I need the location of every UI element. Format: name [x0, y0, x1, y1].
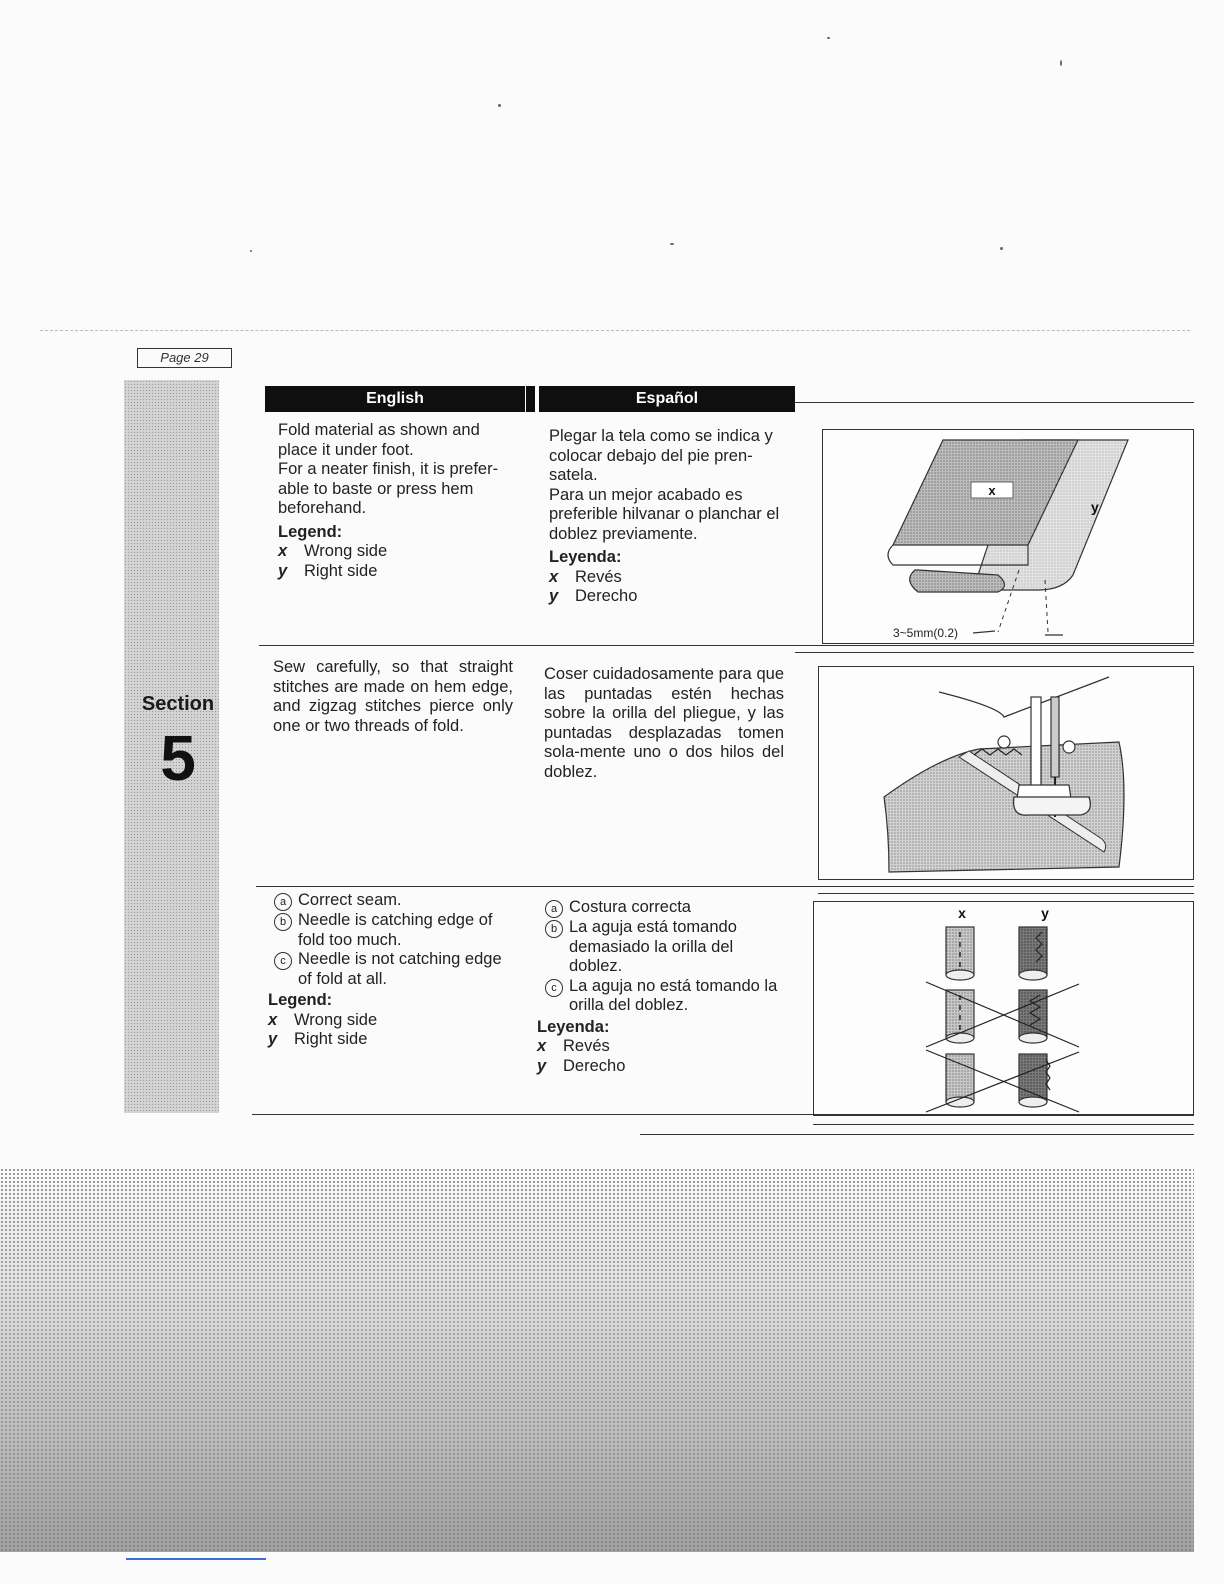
- row3-en-item-c: [274, 950, 519, 989]
- circled-letter: b: [274, 913, 292, 931]
- item-text: Needle is catching edge of fold too much.: [298, 911, 493, 949]
- legend-key: x: [549, 567, 559, 586]
- figure-label-x: x: [988, 483, 996, 498]
- legend-text: Revés: [575, 567, 622, 586]
- row3-es-item-b: [545, 918, 790, 977]
- row1-en-paragraph-1: Fold material as shown and place it under foot.: [278, 421, 480, 459]
- row3-en-item-b: [274, 911, 519, 950]
- legend-key: y: [549, 587, 559, 605]
- figure-measure-label: 3~5mm(0.2): [893, 626, 959, 640]
- blind-hem-foot: [1014, 797, 1091, 815]
- header-rule: [795, 402, 1194, 403]
- row3-spanish-text: [537, 898, 790, 1076]
- legend-key: y: [278, 561, 288, 580]
- sewing-illustration: [819, 667, 1193, 879]
- row3-en-legend-x: [268, 1011, 519, 1031]
- legend-text: Revés: [563, 1037, 610, 1055]
- row1-es-legend-x: [549, 568, 794, 588]
- row1-english-text: [278, 421, 523, 581]
- scan-edge-mark: [126, 1558, 266, 1560]
- row1-en-paragraph-2: For a neater finish, it is prefer-able to baste or press hem beforehand.: [278, 460, 499, 517]
- item-text: La aguja no está tomando la orilla del doblez.: [569, 976, 778, 1014]
- row1-en-legend-title: Legend:: [278, 522, 343, 541]
- row2-english-text: [273, 658, 513, 736]
- scan-artifact-line: [40, 330, 1190, 332]
- row2-en-paragraph-1: Sew carefully, so that straight stitches are made on hem edge, and zigzag stitches pierce only one or two threads of fold.: [273, 658, 513, 735]
- row1-es-paragraph-1: Plegar la tela como se indica y colocar debajo del pie pren-satela.: [549, 427, 773, 484]
- scan-speck: [498, 104, 501, 107]
- legend-text: Derecho: [575, 587, 638, 605]
- row2-es-paragraph-1: Coser cuidadosamente para que las puntadas estén hechas sobre la orilla del pliegue, y las puntadas desplazadas tomen sola-mente uno o dos hilos del doblez.: [544, 665, 784, 781]
- legend-key: y: [268, 1030, 278, 1048]
- item-text: Needle is not catching edge of fold at all.: [298, 950, 502, 988]
- figure-label-x: x: [958, 905, 966, 921]
- header-spanish: Español: [539, 386, 795, 412]
- row3-es-legend-y: [537, 1057, 790, 1077]
- circled-letter: a: [274, 893, 292, 911]
- row1-spanish-text: [549, 427, 794, 607]
- sample-too-much: [926, 982, 1079, 1047]
- section-number: 5: [160, 722, 196, 794]
- row2-spanish-text: [544, 665, 784, 782]
- row3-es-item-a: [545, 898, 790, 918]
- figure-stitch-comparison: [813, 901, 1194, 1116]
- figure-label-y: y: [1041, 905, 1049, 921]
- legend-text: Wrong side: [294, 1010, 378, 1029]
- row1-es-paragraph-2: Para un mejor acabado es preferible hilvanar o planchar el doblez previamente.: [549, 485, 780, 543]
- row3-es-item-c: [545, 977, 790, 1016]
- scan-speck: [1060, 60, 1062, 66]
- sample-not-catching: [926, 1050, 1079, 1112]
- row-divider-1b: [795, 652, 1194, 653]
- legend-key: x: [278, 542, 288, 560]
- fold-illustration: [823, 430, 1193, 643]
- foot-screw: [998, 736, 1010, 748]
- sample-correct: [946, 927, 1047, 980]
- header-divider: [526, 386, 535, 412]
- measure-arrow-left: [973, 631, 995, 633]
- page-label: Page 29: [137, 348, 232, 368]
- row1-es-legend-y: [549, 587, 794, 607]
- stitch-comparison-illustration: [814, 902, 1193, 1115]
- section-label: Section: [141, 693, 215, 715]
- row1-es-legend-title: Leyenda:: [549, 548, 622, 566]
- item-text: Costura correcta: [569, 898, 691, 916]
- row3-english-text: [268, 891, 519, 1050]
- row-divider-2b: [818, 893, 1194, 894]
- scan-speck: [1000, 247, 1003, 250]
- row3-en-legend-y: [268, 1030, 519, 1050]
- row3-es-legend-x: [537, 1037, 790, 1057]
- row-divider-3: [252, 1114, 1194, 1115]
- figure-fold-material: [822, 429, 1194, 644]
- legend-key: y: [537, 1056, 547, 1075]
- row1-en-legend-y: [278, 562, 523, 582]
- row3-en-legend-title: Legend:: [268, 991, 333, 1009]
- row3-en-item-a: [274, 891, 519, 911]
- legend-text: Derecho: [563, 1056, 626, 1075]
- row-divider-1: [259, 645, 1194, 646]
- scan-speck: [670, 243, 674, 245]
- circled-letter: c: [274, 952, 292, 970]
- machine-body-outline: [939, 677, 1109, 717]
- legend-text: Right side: [294, 1030, 368, 1048]
- legend-text: Right side: [304, 561, 378, 580]
- presser-bar: [1031, 697, 1041, 797]
- thread-guide: [1063, 741, 1075, 753]
- row1-en-legend-x: [278, 542, 523, 562]
- circled-letter: a: [545, 900, 563, 918]
- scan-speck: [250, 250, 252, 252]
- legend-key: x: [537, 1037, 547, 1055]
- row3-es-legend-title: Leyenda:: [537, 1017, 610, 1036]
- legend-key: x: [268, 1010, 278, 1029]
- scan-shadow-region: [0, 1168, 1194, 1552]
- item-text: La aguja está tomando demasiado la orilla del doblez.: [569, 918, 737, 975]
- item-text: Correct seam.: [298, 891, 402, 909]
- circled-letter: c: [545, 979, 563, 997]
- row-divider-2: [256, 886, 1194, 887]
- legend-text: Wrong side: [304, 542, 388, 560]
- figure-label-y: y: [1091, 499, 1099, 515]
- circled-letter: b: [545, 920, 563, 938]
- row-divider-3c: [640, 1134, 1194, 1135]
- figure-sewing-foot: [818, 666, 1194, 880]
- header-english: English: [265, 386, 525, 412]
- row-divider-3b: [813, 1124, 1194, 1125]
- needle-bar: [1051, 697, 1059, 777]
- scan-speck: [827, 37, 830, 39]
